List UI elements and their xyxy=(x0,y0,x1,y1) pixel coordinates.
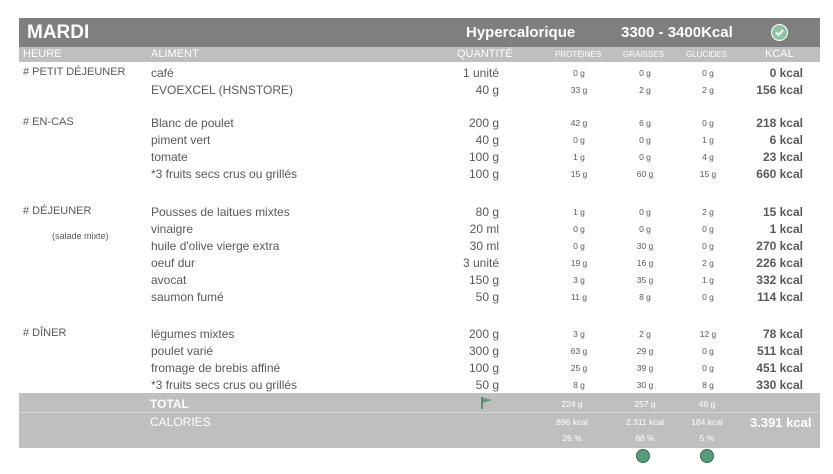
carb-grams: 1 g xyxy=(702,275,714,285)
protein-grams: 8 g xyxy=(573,380,585,390)
day-title: MARDI xyxy=(27,22,90,43)
food-name: café xyxy=(151,66,174,80)
item-kcal: 270 kcal xyxy=(756,239,803,253)
grand-total-kcal: 3.391 kcal xyxy=(750,415,812,430)
carb-grams: 12 g xyxy=(699,329,717,339)
quantity: 40 g xyxy=(475,133,499,147)
item-kcal: 0 kcal xyxy=(769,66,803,80)
quantity: 200 g xyxy=(468,327,499,341)
carb-grams: 8 g xyxy=(702,380,714,390)
total-fat-kcal: 2.311 kcal xyxy=(625,417,665,427)
item-kcal: 218 kcal xyxy=(756,116,803,130)
food-name: avocat xyxy=(151,273,187,287)
quantity: 50 g xyxy=(475,378,499,392)
food-name: Blanc de poulet xyxy=(151,116,234,130)
quantity: 3 unité xyxy=(462,256,499,270)
fat-grams: 0 g xyxy=(639,207,651,217)
item-kcal: 330 kcal xyxy=(756,378,803,392)
protein-grams: 11 g xyxy=(571,292,587,302)
fat-grams: 8 g xyxy=(639,292,651,302)
fat-grams: 2 g xyxy=(639,329,651,339)
protein-grams: 1 g xyxy=(573,152,585,162)
fat-grams: 30 g xyxy=(636,241,654,251)
item-kcal: 114 kcal xyxy=(756,290,803,304)
meal-label: # PETIT DÉJEUNER xyxy=(23,66,126,78)
quantity: 30 ml xyxy=(469,239,499,253)
quantity: 200 g xyxy=(468,116,499,130)
header-quantite: QUANTITÉ xyxy=(457,48,513,60)
status-dot xyxy=(636,449,650,463)
calorie-range: 3300 - 3400Kcal xyxy=(621,24,733,41)
protein-grams: 0 g xyxy=(573,224,585,234)
food-name: vinaigre xyxy=(151,222,194,236)
fat-grams: 0 g xyxy=(639,135,651,145)
fat-percent: 68 % xyxy=(635,433,655,443)
carb-grams: 0 g xyxy=(702,346,714,356)
food-name: poulet varié xyxy=(151,344,214,358)
fat-grams: 2 g xyxy=(639,85,651,95)
carb-grams: 0 g xyxy=(702,241,714,251)
food-name: piment vert xyxy=(151,133,211,147)
item-kcal: 226 kcal xyxy=(756,256,803,270)
diet-mode: Hypercalorique xyxy=(466,24,576,41)
carb-grams: 2 g xyxy=(702,207,714,217)
quantity: 100 g xyxy=(468,361,499,375)
fat-grams: 30 g xyxy=(636,380,654,390)
item-kcal: 15 kcal xyxy=(762,205,803,219)
item-kcal: 156 kcal xyxy=(756,83,803,97)
item-kcal: 332 kcal xyxy=(756,273,803,287)
total-protein-grams: 224 g xyxy=(561,399,583,409)
food-name: *3 fruits secs crus ou grillés xyxy=(151,378,298,392)
quantity: 100 g xyxy=(468,167,499,181)
total-label: TOTAL xyxy=(150,397,189,411)
fat-grams: 0 g xyxy=(639,152,651,162)
quantity: 40 g xyxy=(475,83,499,97)
calories-label: CALORIES xyxy=(150,415,211,429)
protein-grams: 0 g xyxy=(573,241,585,251)
carb-percent: 5 % xyxy=(699,433,715,443)
protein-grams: 3 g xyxy=(573,275,585,285)
item-kcal: 6 kcal xyxy=(769,133,803,147)
quantity: 1 unité xyxy=(462,66,499,80)
item-kcal: 451 kcal xyxy=(756,361,803,375)
carb-grams: 15 g xyxy=(699,169,717,179)
total-fat-grams: 257 g xyxy=(634,399,656,409)
item-kcal: 660 kcal xyxy=(756,167,803,181)
fat-grams: 60 g xyxy=(636,169,654,179)
food-name: tomate xyxy=(151,150,188,164)
food-name: oeuf dur xyxy=(151,256,196,270)
fat-grams: 29 g xyxy=(636,346,654,356)
carb-grams: 4 g xyxy=(702,152,714,162)
meal-note: (salade mixte) xyxy=(52,231,109,241)
item-kcal: 1 kcal xyxy=(769,222,803,236)
protein-grams: 0 g xyxy=(573,135,585,145)
quantity: 20 ml xyxy=(469,222,499,236)
protein-grams: 33 g xyxy=(570,85,588,95)
fat-grams: 39 g xyxy=(636,363,654,373)
header-heure: HEURE xyxy=(23,48,62,60)
carb-grams: 0 g xyxy=(702,292,714,302)
protein-grams: 19 g xyxy=(570,258,588,268)
quantity: 100 g xyxy=(468,150,499,164)
carb-grams: 2 g xyxy=(702,258,714,268)
meal-label: # EN-CAS xyxy=(23,116,74,128)
quantity: 80 g xyxy=(475,205,499,219)
meal-label: # DÎNER xyxy=(23,327,67,339)
fat-grams: 16 g xyxy=(636,258,654,268)
protein-grams: 0 g xyxy=(573,68,585,78)
item-kcal: 23 kcal xyxy=(762,150,803,164)
carb-grams: 0 g xyxy=(702,363,714,373)
header-aliment: ALIMENT xyxy=(151,48,199,60)
meal-label: # DÉJEUNER xyxy=(23,205,92,217)
protein-grams: 63 g xyxy=(570,346,588,356)
quantity: 300 g xyxy=(468,344,499,358)
carb-grams: 2 g xyxy=(702,85,714,95)
food-name: *3 fruits secs crus ou grillés xyxy=(151,167,298,181)
protein-grams: 15 g xyxy=(570,169,588,179)
food-name: EVOEXCEL (HSNSTORE) xyxy=(151,83,294,97)
fat-grams: 0 g xyxy=(639,68,651,78)
header-kcal: KCAL xyxy=(765,48,794,60)
check-circle-icon xyxy=(771,24,788,41)
fat-grams: 35 g xyxy=(636,275,654,285)
header-proteines: PROTÉINES xyxy=(555,50,602,59)
protein-grams: 42 g xyxy=(570,118,588,128)
header-glucides: GLUCIDES xyxy=(686,50,727,59)
header-graisses: GRAISSES xyxy=(623,50,664,59)
title-bar xyxy=(19,18,820,47)
food-name: Pousses de laitues mixtes xyxy=(151,205,290,219)
total-carb-kcal: 184 kcal xyxy=(691,417,723,427)
total-protein-kcal: 896 kcal xyxy=(556,417,588,427)
flag-icon xyxy=(480,396,494,415)
totals-panel xyxy=(19,393,820,448)
protein-grams: 1 g xyxy=(573,207,585,217)
fat-grams: 0 g xyxy=(639,224,651,234)
total-carb-grams: 46 g xyxy=(698,399,716,409)
item-kcal: 511 kcal xyxy=(756,344,803,358)
food-name: saumon fumé xyxy=(151,290,224,304)
food-name: fromage de brebis affiné xyxy=(151,361,281,375)
protein-grams: 3 g xyxy=(573,329,585,339)
protein-grams: 25 g xyxy=(570,363,588,373)
fat-grams: 6 g xyxy=(639,118,651,128)
protein-percent: 26 % xyxy=(562,433,582,443)
food-name: huile d'olive vierge extra xyxy=(151,239,280,253)
quantity: 150 g xyxy=(468,273,499,287)
carb-grams: 0 g xyxy=(702,118,714,128)
totals-divider xyxy=(19,412,820,413)
food-name: légumes mixtes xyxy=(151,327,235,341)
carb-grams: 0 g xyxy=(702,224,714,234)
status-dot xyxy=(700,449,714,463)
header-row xyxy=(19,47,820,62)
carb-grams: 1 g xyxy=(702,135,714,145)
quantity: 50 g xyxy=(475,290,499,304)
item-kcal: 78 kcal xyxy=(762,327,803,341)
carb-grams: 0 g xyxy=(702,68,714,78)
